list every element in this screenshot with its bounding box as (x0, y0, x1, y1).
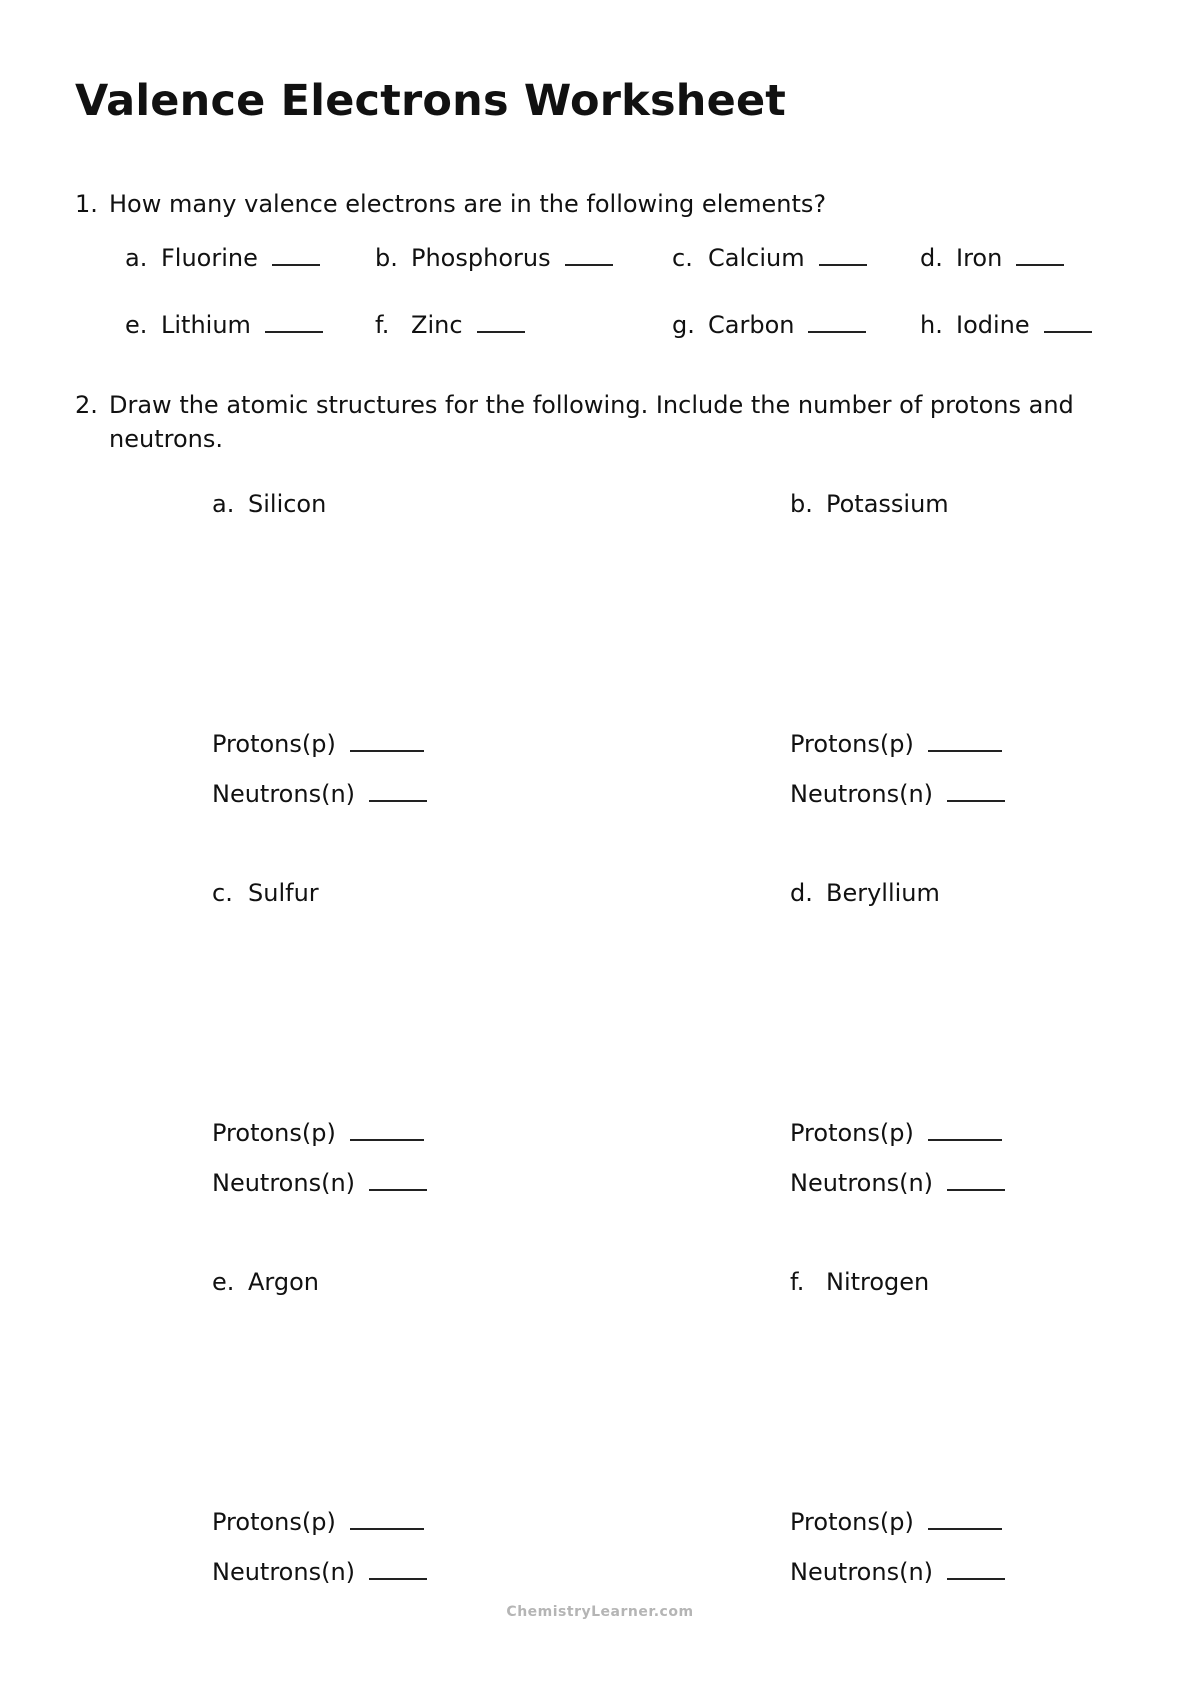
neutrons-label: Neutrons(n) (212, 1169, 356, 1197)
protons-label: Protons(p) (790, 730, 914, 758)
item-letter: a. (212, 490, 235, 518)
neutrons-label: Neutrons(n) (212, 780, 356, 808)
question-number: 2. (75, 391, 98, 419)
item-silicon-label (212, 490, 326, 518)
neutrons-blank[interactable] (947, 1558, 1005, 1580)
option-letter: a. (125, 244, 148, 272)
item-argon-label (212, 1268, 319, 1296)
protons-field (790, 1508, 1002, 1536)
protons-blank[interactable] (350, 1119, 424, 1141)
answer-blank[interactable] (808, 311, 866, 333)
neutrons-blank[interactable] (947, 780, 1005, 802)
neutrons-field (212, 780, 427, 808)
question-2 (75, 388, 1125, 458)
option-letter: b. (375, 244, 398, 272)
item-nitrogen-label (790, 1268, 929, 1296)
protons-blank[interactable] (928, 730, 1002, 752)
question-text: Draw the atomic structures for the following. Include the number of protons and neutrons. (109, 391, 1074, 453)
protons-label: Protons(p) (212, 1119, 336, 1147)
neutrons-blank[interactable] (947, 1169, 1005, 1191)
option-zinc (375, 311, 525, 339)
protons-label: Protons(p) (212, 1508, 336, 1536)
protons-label: Protons(p) (790, 1119, 914, 1147)
protons-blank[interactable] (350, 1508, 424, 1530)
element-name: Potassium (826, 490, 949, 518)
item-sulfur-label (212, 879, 319, 907)
neutrons-label: Neutrons(n) (790, 1558, 934, 1586)
option-lithium (125, 311, 323, 339)
protons-field (212, 1508, 424, 1536)
option-letter: h. (920, 311, 943, 339)
option-phosphorus (375, 244, 613, 272)
option-calcium (672, 244, 867, 272)
option-iodine (920, 311, 1092, 339)
neutrons-blank[interactable] (369, 1558, 427, 1580)
page-title: Valence Electrons Worksheet (75, 76, 787, 126)
element-name: Iron (956, 244, 1003, 272)
protons-field (790, 1119, 1002, 1147)
item-letter: f. (790, 1268, 805, 1296)
answer-blank[interactable] (565, 244, 613, 266)
element-name: Iodine (956, 311, 1030, 339)
neutrons-field (790, 1558, 1005, 1586)
answer-blank[interactable] (477, 311, 525, 333)
footer-watermark: ChemistryLearner.com (506, 1604, 694, 1620)
neutrons-label: Neutrons(n) (790, 1169, 934, 1197)
element-name: Phosphorus (411, 244, 551, 272)
question-number: 1. (75, 190, 98, 218)
neutrons-blank[interactable] (369, 780, 427, 802)
neutrons-field (790, 1169, 1005, 1197)
protons-label: Protons(p) (212, 730, 336, 758)
element-name: Beryllium (826, 879, 940, 907)
element-name: Argon (248, 1268, 319, 1296)
element-name: Zinc (411, 311, 463, 339)
protons-label: Protons(p) (790, 1508, 914, 1536)
element-name: Sulfur (248, 879, 319, 907)
element-name: Carbon (708, 311, 795, 339)
item-potassium-label (790, 490, 949, 518)
element-name: Lithium (161, 311, 251, 339)
item-letter: c. (212, 879, 233, 907)
option-fluorine (125, 244, 320, 272)
protons-blank[interactable] (928, 1119, 1002, 1141)
protons-field (790, 730, 1002, 758)
neutrons-blank[interactable] (369, 1169, 427, 1191)
option-iron (920, 244, 1064, 272)
element-name: Silicon (248, 490, 327, 518)
option-letter: c. (672, 244, 693, 272)
answer-blank[interactable] (819, 244, 867, 266)
answer-blank[interactable] (272, 244, 320, 266)
element-name: Nitrogen (826, 1268, 930, 1296)
answer-blank[interactable] (1016, 244, 1064, 266)
protons-field (212, 1119, 424, 1147)
item-letter: e. (212, 1268, 235, 1296)
neutrons-field (212, 1169, 427, 1197)
question-text: How many valence electrons are in the following elements? (109, 190, 827, 218)
answer-blank[interactable] (1044, 311, 1092, 333)
element-name: Fluorine (161, 244, 258, 272)
neutrons-field (790, 780, 1005, 808)
item-letter: d. (790, 879, 813, 907)
protons-blank[interactable] (350, 730, 424, 752)
item-letter: b. (790, 490, 813, 518)
option-letter: e. (125, 311, 148, 339)
option-letter: g. (672, 311, 695, 339)
protons-blank[interactable] (928, 1508, 1002, 1530)
protons-field (212, 730, 424, 758)
neutrons-label: Neutrons(n) (212, 1558, 356, 1586)
option-letter: d. (920, 244, 943, 272)
option-carbon (672, 311, 866, 339)
answer-blank[interactable] (265, 311, 323, 333)
neutrons-label: Neutrons(n) (790, 780, 934, 808)
neutrons-field (212, 1558, 427, 1586)
item-beryllium-label (790, 879, 940, 907)
option-letter: f. (375, 311, 390, 339)
element-name: Calcium (708, 244, 805, 272)
